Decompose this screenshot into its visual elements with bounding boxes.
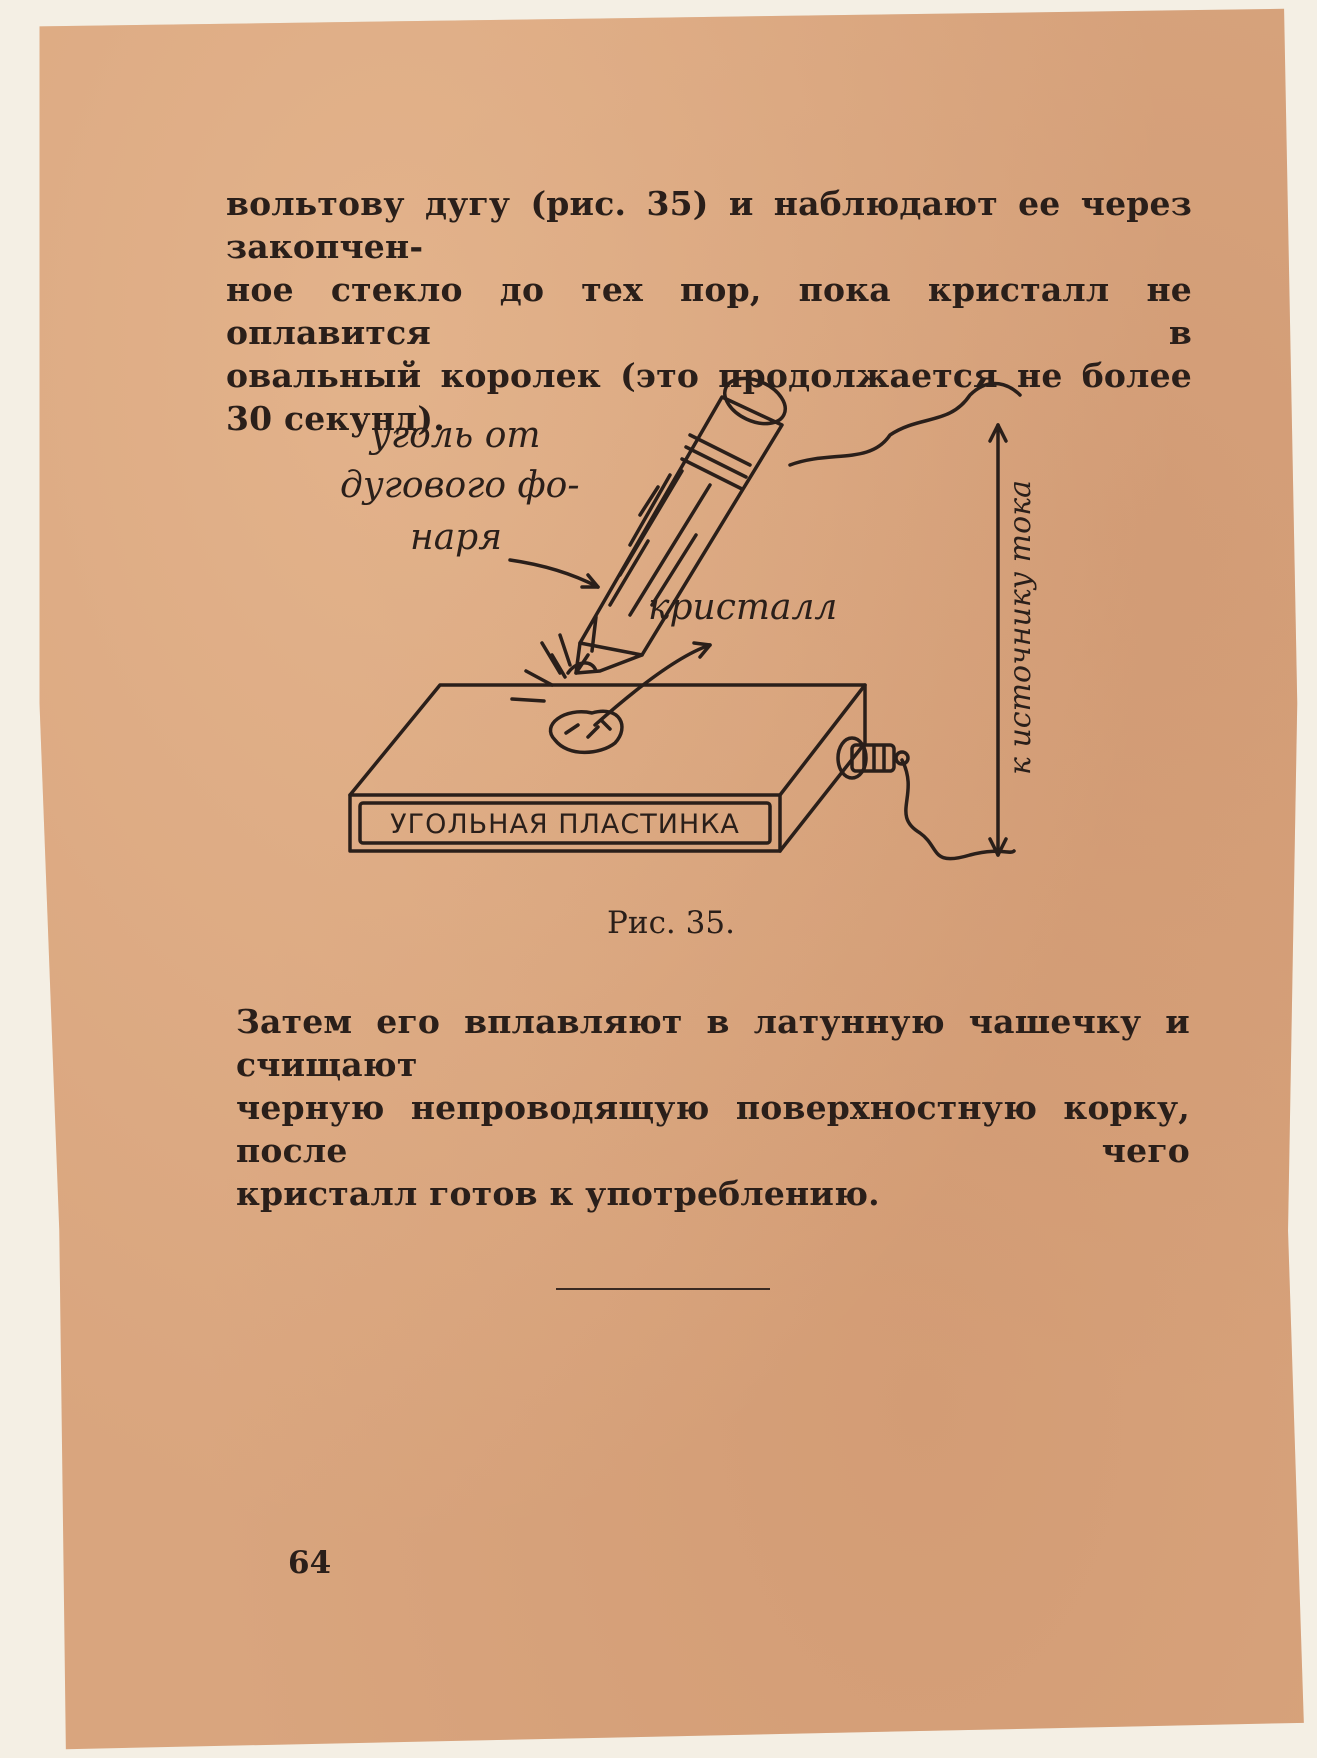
text-line: Затем его вплавляют в латунную чашечку и счищают [236,1002,1190,1084]
arrow-electrode [510,560,598,587]
text-line: ное стекло до тех пор, пока кристалл не оплавится в [226,270,1192,352]
text-line: вольтову дугу (рис. 35) и наблюдают ее через закопчен- [226,184,1192,266]
label-current-source: к источнику тока [1003,480,1038,775]
text-line: овальный королек (это продолжается не более 30 секунд). [226,356,1192,438]
text-line: черную непроводящую поверхностную корку, после чего [236,1088,1190,1170]
figure-35-illustration [330,355,1070,875]
figure-caption: Рис. 35. [607,905,735,941]
label-electrode-line-3: наря [410,517,503,558]
plate-top [350,685,865,795]
text-line: кристалл готов к употреблению. [236,1174,880,1213]
label-crystal: кристалл [648,587,838,628]
label-electrode-line-1: уголь от [370,415,541,456]
section-divider [556,1288,770,1290]
label-electrode-line-2: дугового фо- [340,465,580,506]
paragraph-2 [236,1000,1190,1215]
page-number: 64 [288,1545,332,1581]
crystal [550,711,621,752]
label-plate: УГОЛЬНАЯ ПЛАСТИНКА [390,809,740,840]
wire-top [790,383,1020,465]
